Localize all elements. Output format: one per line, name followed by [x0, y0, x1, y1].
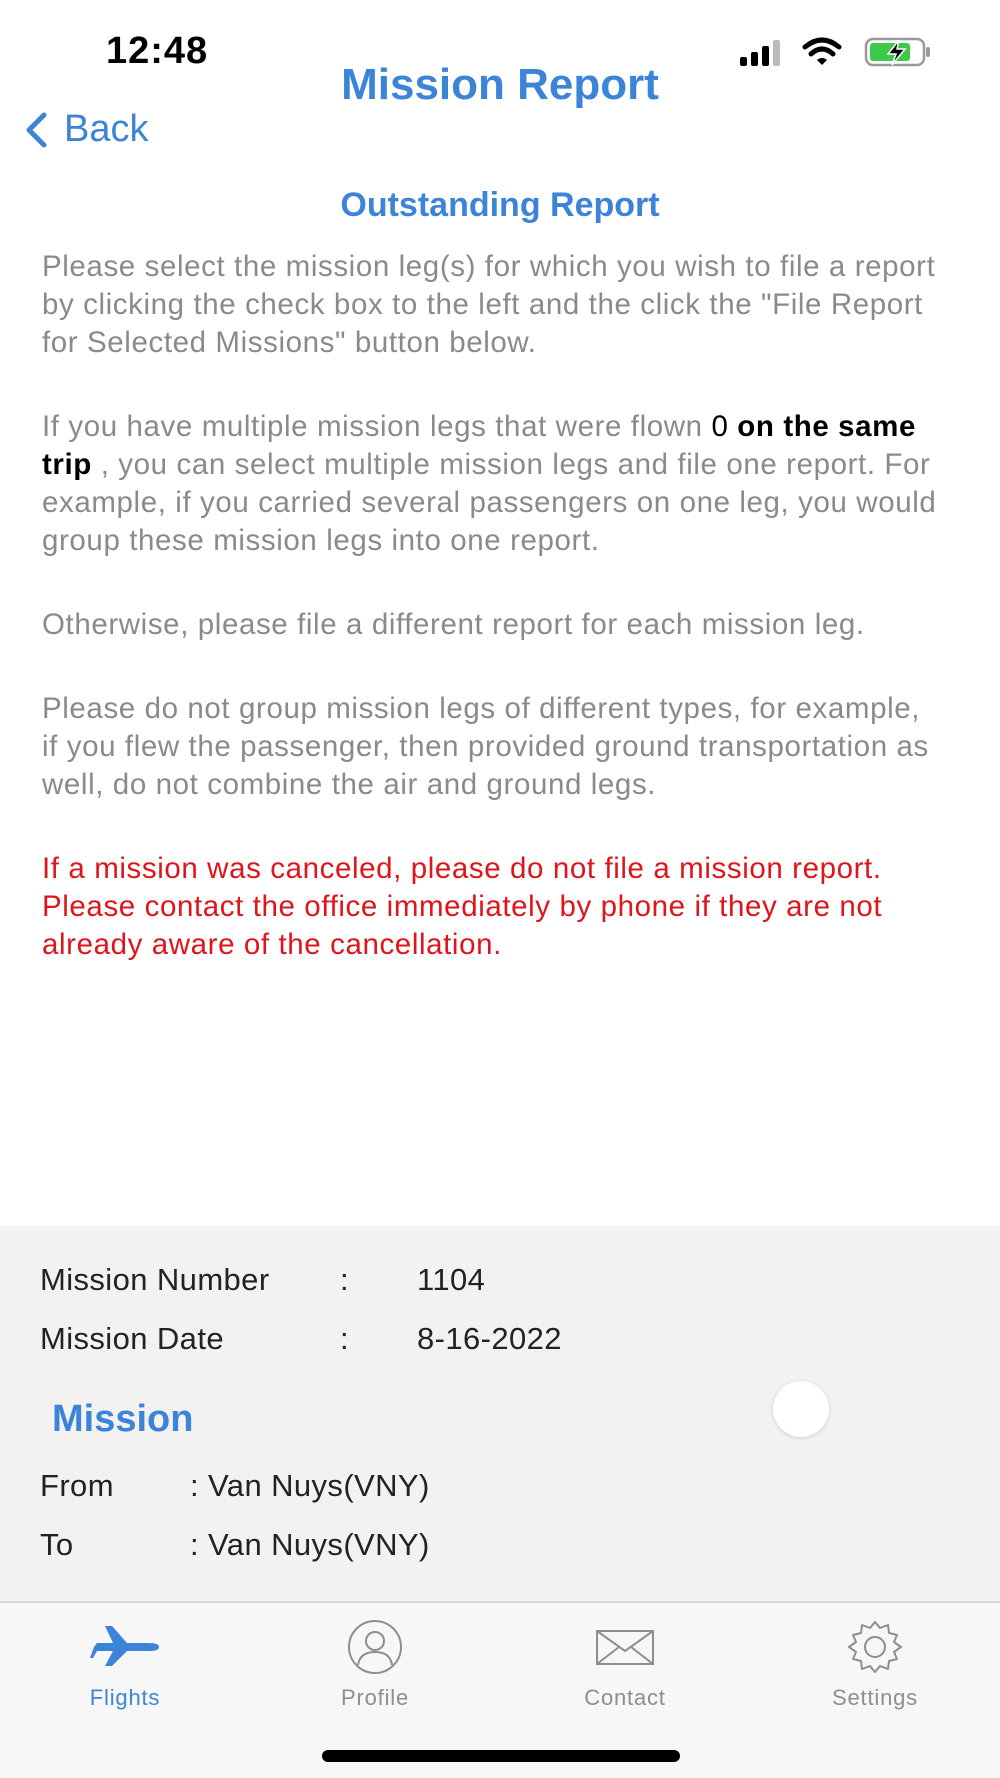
- back-label: Back: [64, 108, 149, 150]
- instruction-paragraph-3: Otherwise, please file a different report for each mission leg.: [42, 608, 865, 641]
- from-value: : Van Nuys(VNY): [190, 1468, 430, 1503]
- mission-card: [0, 1226, 1000, 1601]
- p2-number: 0: [711, 410, 729, 443]
- home-indicator[interactable]: [322, 1750, 680, 1762]
- mission-heading: Mission: [52, 1398, 194, 1440]
- tab-profile[interactable]: [290, 1617, 460, 1711]
- tab-settings[interactable]: [790, 1617, 960, 1711]
- airplane-icon: [90, 1622, 160, 1672]
- tab-flights[interactable]: [40, 1617, 210, 1711]
- tab-settings-label: Settings: [832, 1685, 918, 1710]
- from-label: From: [40, 1468, 114, 1503]
- tab-profile-label: Profile: [341, 1685, 409, 1710]
- instruction-paragraph-1: Please select the mission leg(s) for which you wish to file a report by clicking the check box to the left and the click the "File Report for Selected Missions" button below.: [42, 250, 936, 359]
- back-button[interactable]: [24, 108, 148, 151]
- profile-icon: [344, 1619, 406, 1675]
- gear-icon: [845, 1619, 905, 1675]
- status-time: 12:48: [106, 30, 209, 72]
- tab-flights-label: Flights: [89, 1685, 161, 1710]
- tab-contact[interactable]: [540, 1617, 710, 1711]
- mission-date-separator: :: [340, 1321, 350, 1356]
- section-title: Outstanding Report: [340, 186, 660, 224]
- tab-contact-label: Contact: [584, 1685, 666, 1710]
- instruction-paragraph-4: Please do not group mission legs of different types, for example, if you flew the passenger, then provided ground transportation as well, do not combine the air and ground legs.: [42, 692, 929, 801]
- mission-date-value: 8-16-2022: [417, 1321, 562, 1356]
- p2-end: , you can select multiple mission legs and file one report. For example, if you carried several passengers on one leg, you would group these mission legs into one report.: [42, 448, 937, 557]
- mission-date-label: Mission Date: [40, 1321, 224, 1356]
- p2-start: If you have multiple mission legs that were flown: [42, 410, 712, 443]
- to-label: To: [40, 1527, 74, 1562]
- envelope-icon: [595, 1627, 655, 1667]
- instructions: [42, 248, 942, 1010]
- instruction-paragraph-2: [42, 408, 942, 560]
- mission-number-value: 1104: [417, 1262, 486, 1297]
- cancellation-warning: If a mission was canceled, please do not file a mission report. Please contact the office immediately by phone if they are not already aware of the cancellation.: [42, 852, 883, 961]
- page-title: Mission Report: [341, 60, 659, 109]
- mission-number-separator: :: [340, 1262, 350, 1297]
- to-value: : Van Nuys(VNY): [190, 1527, 430, 1562]
- p2-bold: on the same trip: [42, 410, 917, 481]
- mission-number-label: Mission Number: [40, 1262, 270, 1297]
- chevron-left-icon: [24, 112, 48, 148]
- mission-select-checkbox[interactable]: [773, 1381, 829, 1437]
